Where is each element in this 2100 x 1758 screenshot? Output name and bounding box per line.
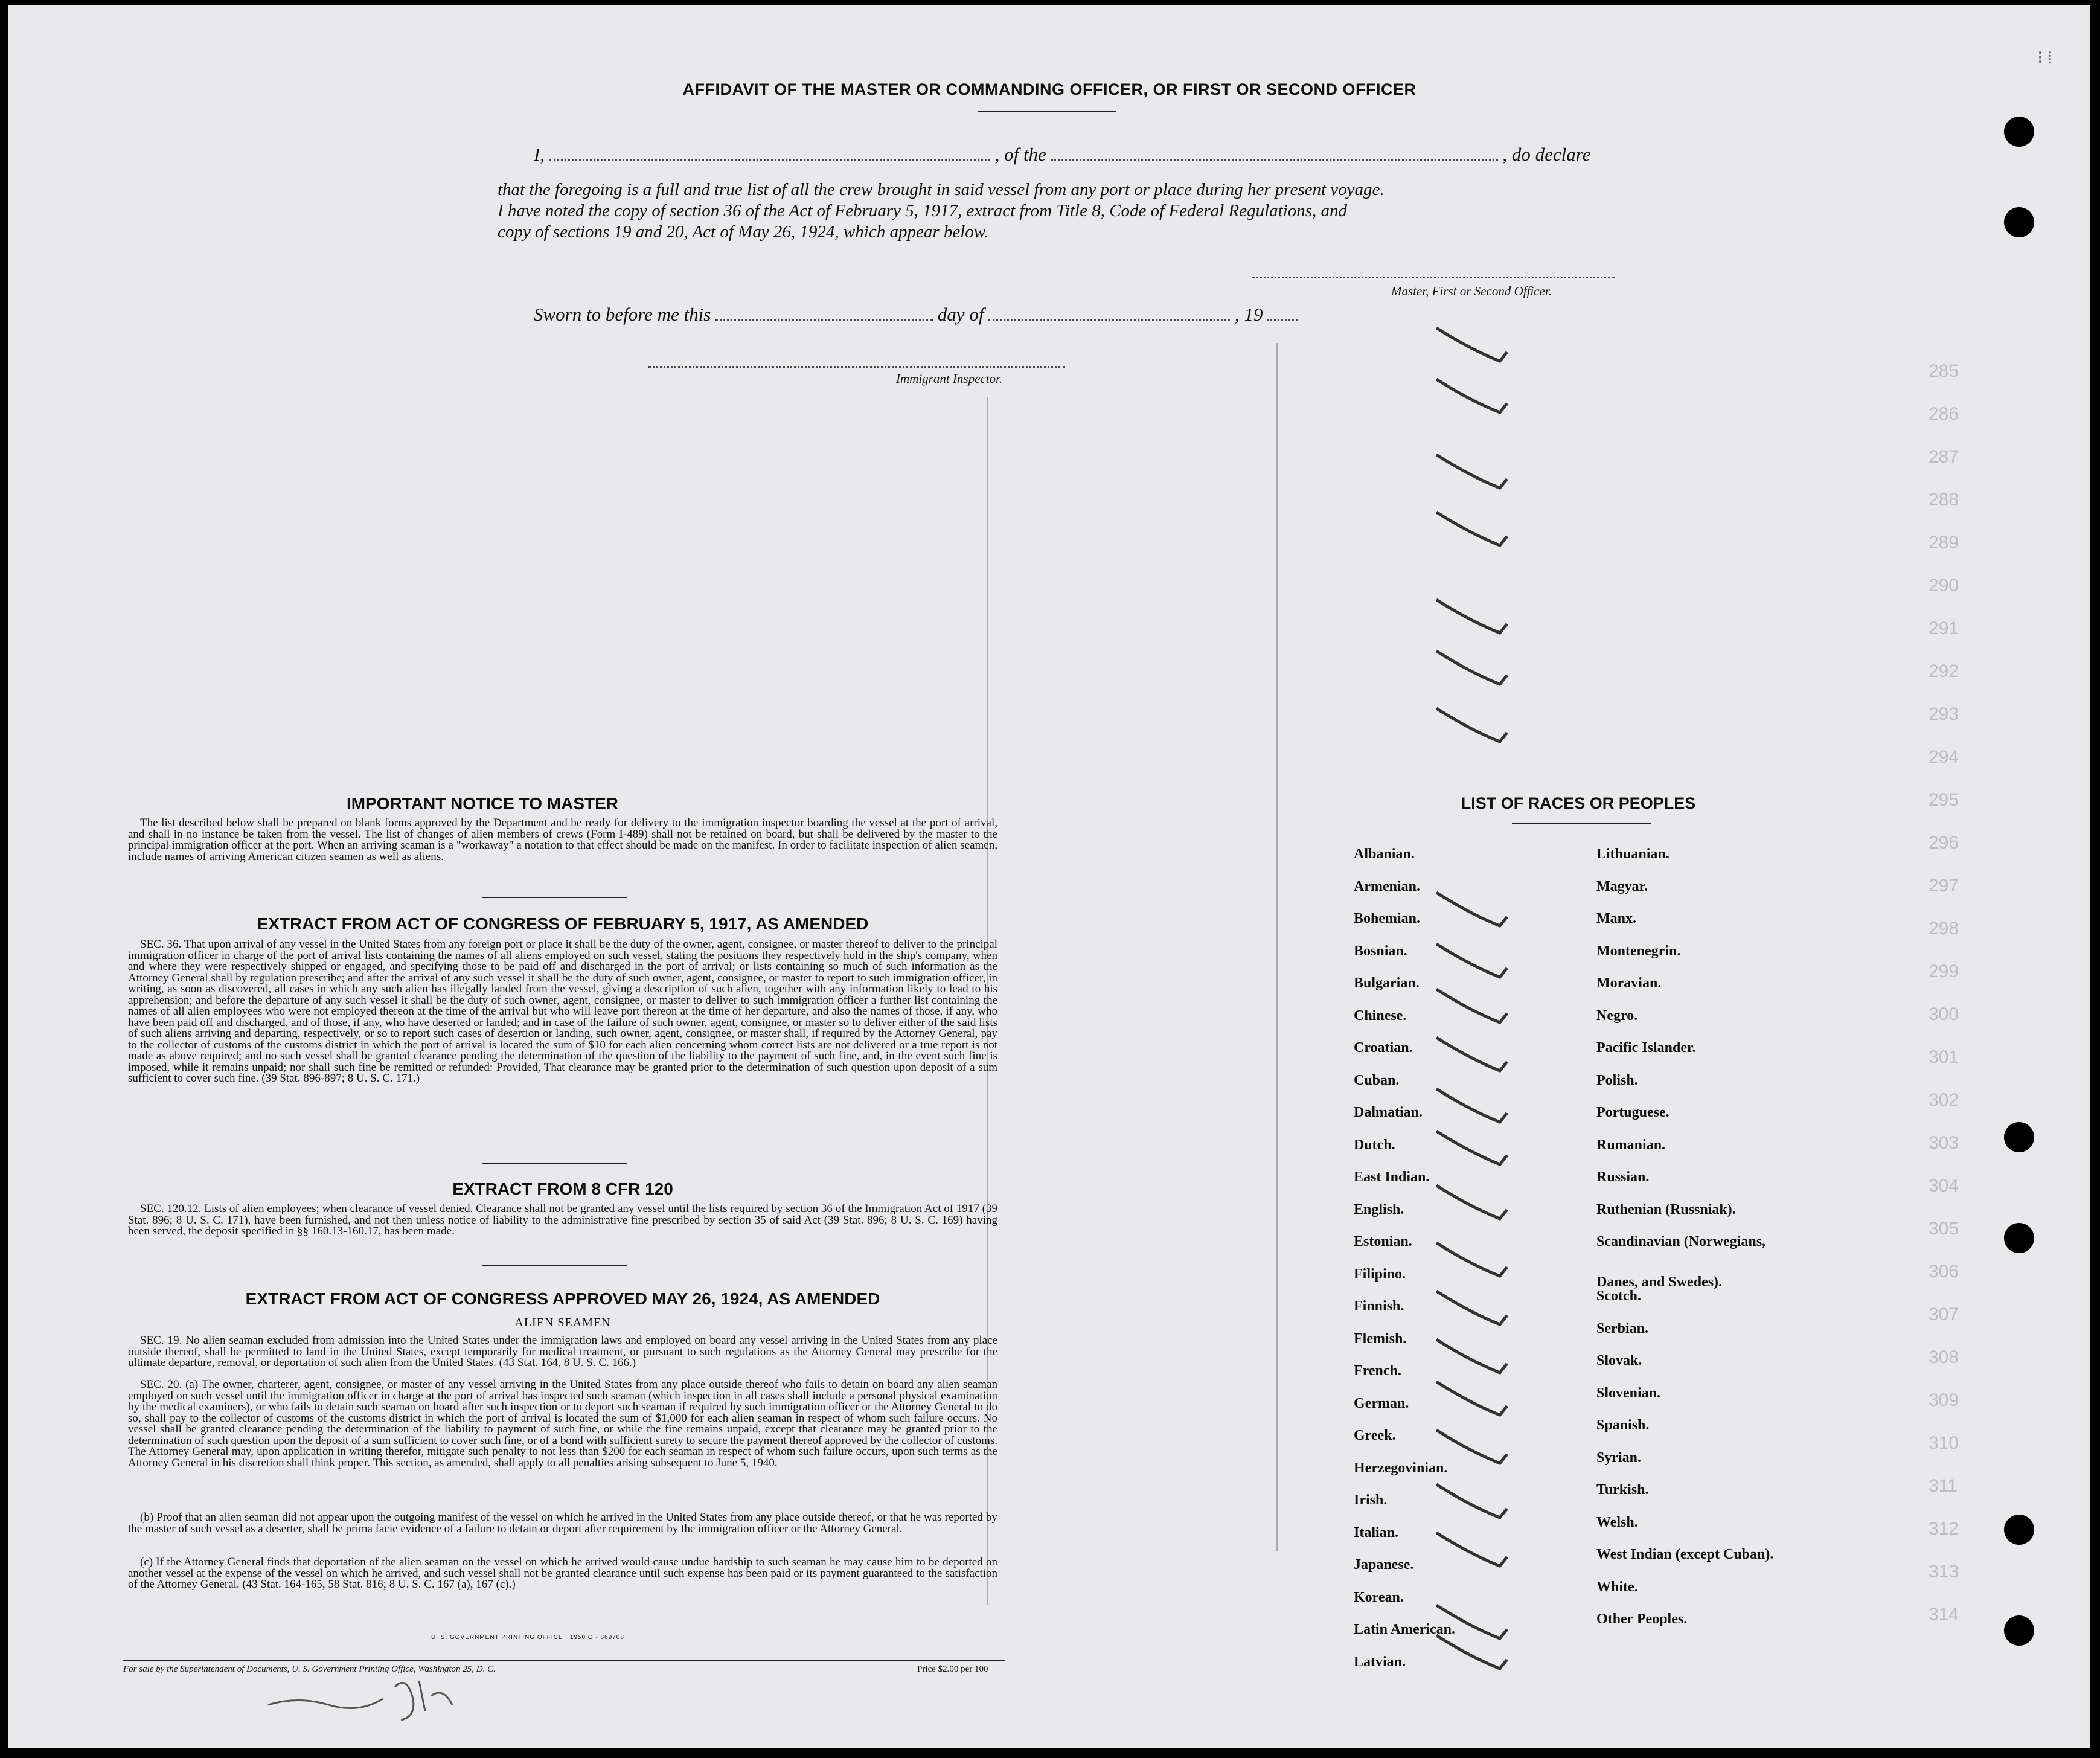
race-item: Montenegrin. bbox=[1596, 943, 1681, 959]
races-title-underline bbox=[1512, 823, 1651, 824]
declaration-line3: I have noted the copy of section 36 of the Act of February 5, 1917, extract from Title 8, Code of Federal Regulations, and bbox=[498, 201, 1348, 220]
race-item: Scotch. bbox=[1596, 1288, 1641, 1304]
master-label: Master, First or Second Officer. bbox=[1391, 284, 1552, 298]
race-item: Negro. bbox=[1596, 1007, 1638, 1024]
master-signature-line[interactable] bbox=[1252, 271, 1615, 278]
bleedthrough-number: 285 bbox=[1929, 361, 1959, 381]
race-item: Ruthenian (Russniak). bbox=[1596, 1201, 1736, 1217]
race-item: Portuguese. bbox=[1596, 1105, 1669, 1120]
bleedthrough-number: 311 bbox=[1929, 1476, 1958, 1496]
check-mark-icon bbox=[1433, 1424, 1512, 1472]
race-item: Albanian. bbox=[1354, 846, 1415, 862]
bleedthrough-number: 305 bbox=[1929, 1219, 1959, 1239]
race-item: Welsh. bbox=[1596, 1514, 1638, 1530]
check-mark-icon bbox=[1433, 449, 1512, 497]
extract-1924-sec20c: (c) If the Attorney General finds that deportation of the alien seaman on the vessel on which he arrived would cause undue hardship to such seaman he may cause him to be deported on another vessel at the expense of the vessel on which he arrived, and such vessel shall not be granted clearance until such expense has been paid or its payment guaranteed to the satisfaction of the Attorney General. (43 Stat. 164-165, 58 Stat. 816; 8 U. S. C. 167 (a), 167 (c).) bbox=[128, 1556, 997, 1591]
race-item: Bulgarian. bbox=[1354, 975, 1420, 991]
corner-marks: ⁝ ⁞ bbox=[2037, 48, 2053, 68]
title-underline bbox=[978, 111, 1116, 112]
race-item: Danes, and Swedes). bbox=[1596, 1274, 1723, 1290]
bleedthrough-number: 304 bbox=[1929, 1176, 1959, 1196]
sworn-day-field[interactable] bbox=[715, 306, 933, 321]
footer-sales-note: For sale by the Superintendent of Documents, U. S. Government Printing Office, Washington 25, D. C. bbox=[123, 1664, 496, 1674]
bleedthrough-number: 302 bbox=[1929, 1090, 1959, 1110]
race-item: Estonian. bbox=[1354, 1234, 1412, 1250]
name-field[interactable] bbox=[549, 146, 990, 161]
bleedthrough-number: 296 bbox=[1929, 833, 1959, 853]
check-mark-icon bbox=[1433, 322, 1512, 370]
bleedthrough-number: 288 bbox=[1929, 490, 1959, 510]
punch-hole bbox=[2004, 207, 2034, 237]
race-item: Magyar. bbox=[1596, 878, 1648, 894]
punch-hole bbox=[2004, 1223, 2034, 1253]
race-item: French. bbox=[1354, 1363, 1401, 1379]
bleedthrough-number: 287 bbox=[1929, 447, 1959, 467]
race-item: Finnish. bbox=[1354, 1298, 1404, 1314]
document-page bbox=[8, 5, 2090, 1748]
extract-1917-body: SEC. 36. That upon arrival of any vessel in the United States from any foreign port or place it shall be the duty of the owner, agent, consignee, or master thereof to deliver to the principal immigration officer in charge of the port of arrival lists containing the names of all aliens employed on such vessel, stating the positions they respectively hold in the ship's company, when and where they were respectively shipped or engaged, and specifying those to be paid off and discharged in the port of arrival; or lists containing so much of such information as the Attorney General shall by regulation prescribe; and after the arrival of any such vessel it shall be the duty of such owner, agent, consignee, or master to report to such immigration officer, in writing, as soon as discovered, all cases in which any such alien has illegally landed from the vessel, giving a description of such alien, together with any information likely to lead to his apprehension; and before the departure of any such vessel it shall be the duty of such owner, agent, consignee, or master to deliver to such immigration officer a further list containing the names of all alien employees who were not employed thereon at the time of the arrival but who will leave port thereon at the time of her departure, and also the names of those, if any, who have been paid off and discharged, and of those, if any, who have deserted or landed; and in case of the failure of such owner, agent, consignee, or master so to deliver either of the said lists of such aliens arriving and departing, respectively, or so to report such cases of desertion or landing, such owner, agent, consignee, or master shall, if required by the Attorney General, pay to the collector of customs of the customs district in which the port of arrival is located the sum of $10 for each alien concerning whom correct lists are not delivered or a true report is not made as above required; and no such vessel shall be granted clearance pending the determination of the question of the liability to the payment of such fine, and, in the event such fine is imposed, while it remains unpaid; nor shall such fine be remitted or refunded: Provided, That clearance may be granted prior to the determination of such question upon deposit of a sum sufficient to cover such fine. (39 Stat. 896-897; 8 U. S. C. 171.) bbox=[128, 938, 997, 1085]
day-of-label: day of bbox=[937, 304, 984, 325]
race-item: Greek. bbox=[1354, 1428, 1396, 1443]
bleedthrough-number: 290 bbox=[1929, 576, 1959, 595]
check-mark-icon bbox=[1433, 1031, 1512, 1080]
race-item: White. bbox=[1596, 1579, 1638, 1595]
check-mark-icon bbox=[1433, 1629, 1512, 1678]
race-item: English. bbox=[1354, 1201, 1404, 1217]
check-mark-icon bbox=[1433, 887, 1512, 935]
bleedthrough-number: 313 bbox=[1929, 1562, 1959, 1582]
check-mark-icon bbox=[1433, 1376, 1512, 1424]
race-item: Slovenian. bbox=[1596, 1385, 1661, 1401]
bleedthrough-number: 291 bbox=[1929, 618, 1959, 638]
race-item: Manx. bbox=[1596, 911, 1636, 926]
check-mark-icon bbox=[1433, 594, 1512, 642]
signature-scribble bbox=[262, 1663, 461, 1729]
check-mark-icon bbox=[1433, 1179, 1512, 1228]
extract-1924-sec19: SEC. 19. No alien seaman excluded from admission into the United States under the immigration laws and employed on board any vessel arriving in the United States from any place outside thereof, shall be permitted to land in the United States, except temporarily for medical treatment, or pursuant to such regulations as the Attorney General may prescribe for the ultimate departure, removal, or deportation of such alien from the United States. (43 Stat. 164, 8 U. S. C. 166.) bbox=[128, 1334, 997, 1369]
check-mark-icon bbox=[1433, 983, 1512, 1031]
races-title: LIST OF RACES OR PEOPLES bbox=[1461, 794, 1696, 812]
check-mark-icon bbox=[1433, 1125, 1512, 1173]
bleedthrough-number: 314 bbox=[1929, 1605, 1959, 1625]
check-mark-icon bbox=[1433, 1478, 1512, 1527]
punch-hole bbox=[2004, 1615, 2034, 1646]
extract-1924-title: EXTRACT FROM ACT OF CONGRESS APPROVED MAY 26, 1924, AS AMENDED bbox=[245, 1289, 880, 1308]
race-item: Cuban. bbox=[1354, 1072, 1400, 1088]
race-item: Rumanian. bbox=[1596, 1137, 1666, 1153]
declaration-line4: copy of sections 19 and 20, Act of May 26, 1924, which appear below. bbox=[498, 222, 989, 242]
inspector-label: Immigrant Inspector. bbox=[896, 371, 1003, 386]
bleedthrough-number: 303 bbox=[1929, 1133, 1959, 1153]
inspector-signature-line[interactable] bbox=[648, 360, 1065, 368]
bleedthrough-number: 289 bbox=[1929, 533, 1959, 553]
sworn-year-field[interactable] bbox=[1267, 306, 1298, 321]
footer-price: Price $2.00 per 100 bbox=[917, 1664, 988, 1674]
year-label: , 19 bbox=[1234, 304, 1263, 325]
race-item: Croatian. bbox=[1354, 1040, 1413, 1056]
race-item: Turkish. bbox=[1596, 1482, 1649, 1498]
sworn-line bbox=[534, 304, 1298, 326]
notice-title: IMPORTANT NOTICE TO MASTER bbox=[346, 794, 619, 813]
check-mark-icon bbox=[1433, 1237, 1512, 1285]
check-mark-icon bbox=[1433, 1333, 1512, 1382]
section-divider bbox=[482, 1265, 627, 1266]
race-item: Armenian. bbox=[1354, 878, 1420, 894]
race-item: Other Peoples. bbox=[1596, 1611, 1688, 1627]
notice-body: The list described below shall be prepared on blank forms approved by the Department and be ready for delivery to the immigration inspector boarding the vessel at the port of arrival, and shall in no instance be taken from the vessel. The list of changes of alien members of crews (Form I-489) shall not be retained on board, but shall be delivered by the master to the principal immigration officer at the port. When an arriving seaman is a "workaway" a notation to that effect should be made on the manifest. In order to facilitate inspection of alien seamen, include names of arriving American citizen seamen as well as aliens. bbox=[128, 816, 997, 863]
race-item: Dalmatian. bbox=[1354, 1105, 1423, 1120]
bleedthrough-number: 293 bbox=[1929, 704, 1959, 724]
race-item: Slovak. bbox=[1596, 1353, 1642, 1368]
punch-hole bbox=[2004, 1122, 2034, 1152]
bleedthrough-number: 297 bbox=[1929, 876, 1959, 896]
bleedthrough-number: 308 bbox=[1929, 1347, 1959, 1367]
faint-rule bbox=[1276, 343, 1278, 1551]
extract-cfr-body: SEC. 120.12. Lists of alien employees; when clearance of vessel denied. Clearance shall not be granted any vessel until the lists required by section 36 of the Immigration Act of 1917 (39 Stat. 896; 8 U. S. C. 171), have been furnished, and not then unless notice of liability to the administrative fine prescribed by section 35 of said Act (39 Stat. 896; 8 U. S. C. 169) having been served, the deposit specified in §§ 160.13-160.17, has been made. bbox=[128, 1202, 997, 1237]
bleedthrough-number: 306 bbox=[1929, 1262, 1959, 1282]
race-item: Irish. bbox=[1354, 1492, 1388, 1508]
bleedthrough-number: 298 bbox=[1929, 919, 1959, 938]
footer-rule bbox=[123, 1660, 1005, 1661]
bleedthrough-number: 312 bbox=[1929, 1519, 1959, 1539]
race-item: Chinese. bbox=[1354, 1007, 1407, 1024]
vessel-field[interactable] bbox=[1051, 146, 1498, 161]
sworn-month-field[interactable] bbox=[988, 306, 1230, 321]
check-mark-icon bbox=[1433, 645, 1512, 693]
race-item: Russian. bbox=[1596, 1169, 1650, 1185]
race-item: Dutch. bbox=[1354, 1137, 1395, 1153]
check-mark-icon bbox=[1433, 1083, 1512, 1131]
race-item: East Indian. bbox=[1354, 1169, 1430, 1185]
sworn-label: Sworn to before me this bbox=[534, 304, 711, 325]
bleedthrough-number: 309 bbox=[1929, 1390, 1959, 1410]
extract-1924-sec20b: (b) Proof that an alien seaman did not appear upon the outgoing manifest of the vessel on which he arrived in the United States from any place outside thereof, or that he was reported by the master of such vessel as a deserter, shall be prima facie evidence of a failure to detain or deport after requirement by the immigration officer or the Attorney General. bbox=[128, 1511, 997, 1535]
race-item: Filipino. bbox=[1354, 1266, 1406, 1282]
bleedthrough-number: 294 bbox=[1929, 747, 1959, 767]
i-label: I, bbox=[534, 144, 545, 165]
gpo-imprint: U. S. GOVERNMENT PRINTING OFFICE : 1950 O - 869708 bbox=[431, 1634, 624, 1641]
alien-seamen-subtitle: ALIEN SEAMEN bbox=[514, 1316, 611, 1329]
race-item: Polish. bbox=[1596, 1072, 1638, 1088]
check-mark-icon bbox=[1433, 373, 1512, 422]
check-mark-icon bbox=[1433, 1527, 1512, 1575]
race-item: Pacific Islander. bbox=[1596, 1040, 1696, 1056]
affidavit-title: AFFIDAVIT OF THE MASTER OR COMMANDING OFFICER, OR FIRST OR SECOND OFFICER bbox=[682, 80, 1417, 98]
race-item: West Indian (except Cuban). bbox=[1596, 1547, 1774, 1562]
race-item: Bosnian. bbox=[1354, 943, 1407, 959]
bleedthrough-number: 299 bbox=[1929, 961, 1959, 981]
race-item: Bohemian. bbox=[1354, 911, 1421, 926]
race-item: Herzegovinian. bbox=[1354, 1460, 1448, 1476]
race-item: Flemish. bbox=[1354, 1330, 1407, 1347]
race-item: Latvian. bbox=[1354, 1654, 1406, 1670]
punch-hole bbox=[2004, 1515, 2034, 1545]
check-mark-icon bbox=[1433, 506, 1512, 554]
check-mark-icon bbox=[1433, 702, 1512, 751]
declare-label: , do declare bbox=[1502, 144, 1591, 165]
of-the-label: , of the bbox=[994, 144, 1046, 165]
race-item: Latin American. bbox=[1354, 1622, 1455, 1637]
race-item: Korean. bbox=[1354, 1589, 1404, 1605]
race-item: Syrian. bbox=[1596, 1449, 1642, 1466]
race-item: German. bbox=[1354, 1395, 1409, 1411]
bleedthrough-number: 300 bbox=[1929, 1004, 1959, 1024]
bleedthrough-number: 307 bbox=[1929, 1304, 1959, 1324]
section-divider bbox=[482, 897, 627, 898]
declaration-line1 bbox=[534, 144, 1627, 165]
bleedthrough-number: 286 bbox=[1929, 404, 1959, 424]
bleedthrough-number: 301 bbox=[1929, 1047, 1959, 1067]
bleedthrough-number: 310 bbox=[1929, 1433, 1959, 1453]
extract-1924-sec20a: SEC. 20. (a) The owner, charterer, agent, consignee, or master of any vessel arriving in the United States from any place outside thereof who fails to detain on board any alien seaman employed on such vessel until the immigration officer in charge at the port of arrival has inspected such seaman (which inspection in all cases shall include a personal physical examination by the medical examiners), or who fails to detain such seaman on board after such inspection or to deport such seaman if required by such immigration officer or the Attorney General to do so, shall pay to the collector of customs of the customs district in which the port of arrival is located the sum of $1,000 for each alien seaman in respect of whom such failure occurs. No vessel shall be granted clearance pending the determination of the liability to payment of such fine, or while the fine remains unpaid, except that clearance may be granted prior to the determination of such question upon the deposit of a sum sufficient to cover such fine, or of a bond with sufficient surety to secure the payment thereof approved by the collector of customs. The Attorney General may, upon application in writing therefor, mitigate such penalty to not less than $200 for each seaman in respect of whom such failure occurs, upon such terms as the Attorney General in his discretion shall think proper. This section, as amended, shall apply to all penalties arising subsequent to June 5, 1940. bbox=[128, 1378, 997, 1469]
race-item: Scandinavian (Norwegians, bbox=[1596, 1234, 1766, 1250]
section-divider bbox=[482, 1163, 627, 1164]
race-item: Moravian. bbox=[1596, 975, 1662, 991]
check-mark-icon bbox=[1433, 938, 1512, 986]
race-item: Japanese. bbox=[1354, 1557, 1414, 1573]
bleedthrough-number: 292 bbox=[1929, 661, 1959, 681]
extract-cfr-title: EXTRACT FROM 8 CFR 120 bbox=[452, 1179, 673, 1198]
race-item: Spanish. bbox=[1596, 1417, 1650, 1433]
race-item: Lithuanian. bbox=[1596, 846, 1669, 862]
declaration-line2: that the foregoing is a full and true list of all the crew brought in said vessel from any port or place during her present voyage. bbox=[498, 180, 1385, 199]
race-item: Italian. bbox=[1354, 1524, 1399, 1541]
bleedthrough-number: 295 bbox=[1929, 790, 1959, 810]
punch-hole bbox=[2004, 117, 2034, 147]
check-mark-icon bbox=[1433, 1285, 1512, 1333]
extract-1917-title: EXTRACT FROM ACT OF CONGRESS OF FEBRUARY 5, 1917, AS AMENDED bbox=[257, 914, 869, 933]
race-item: Serbian. bbox=[1596, 1320, 1649, 1336]
